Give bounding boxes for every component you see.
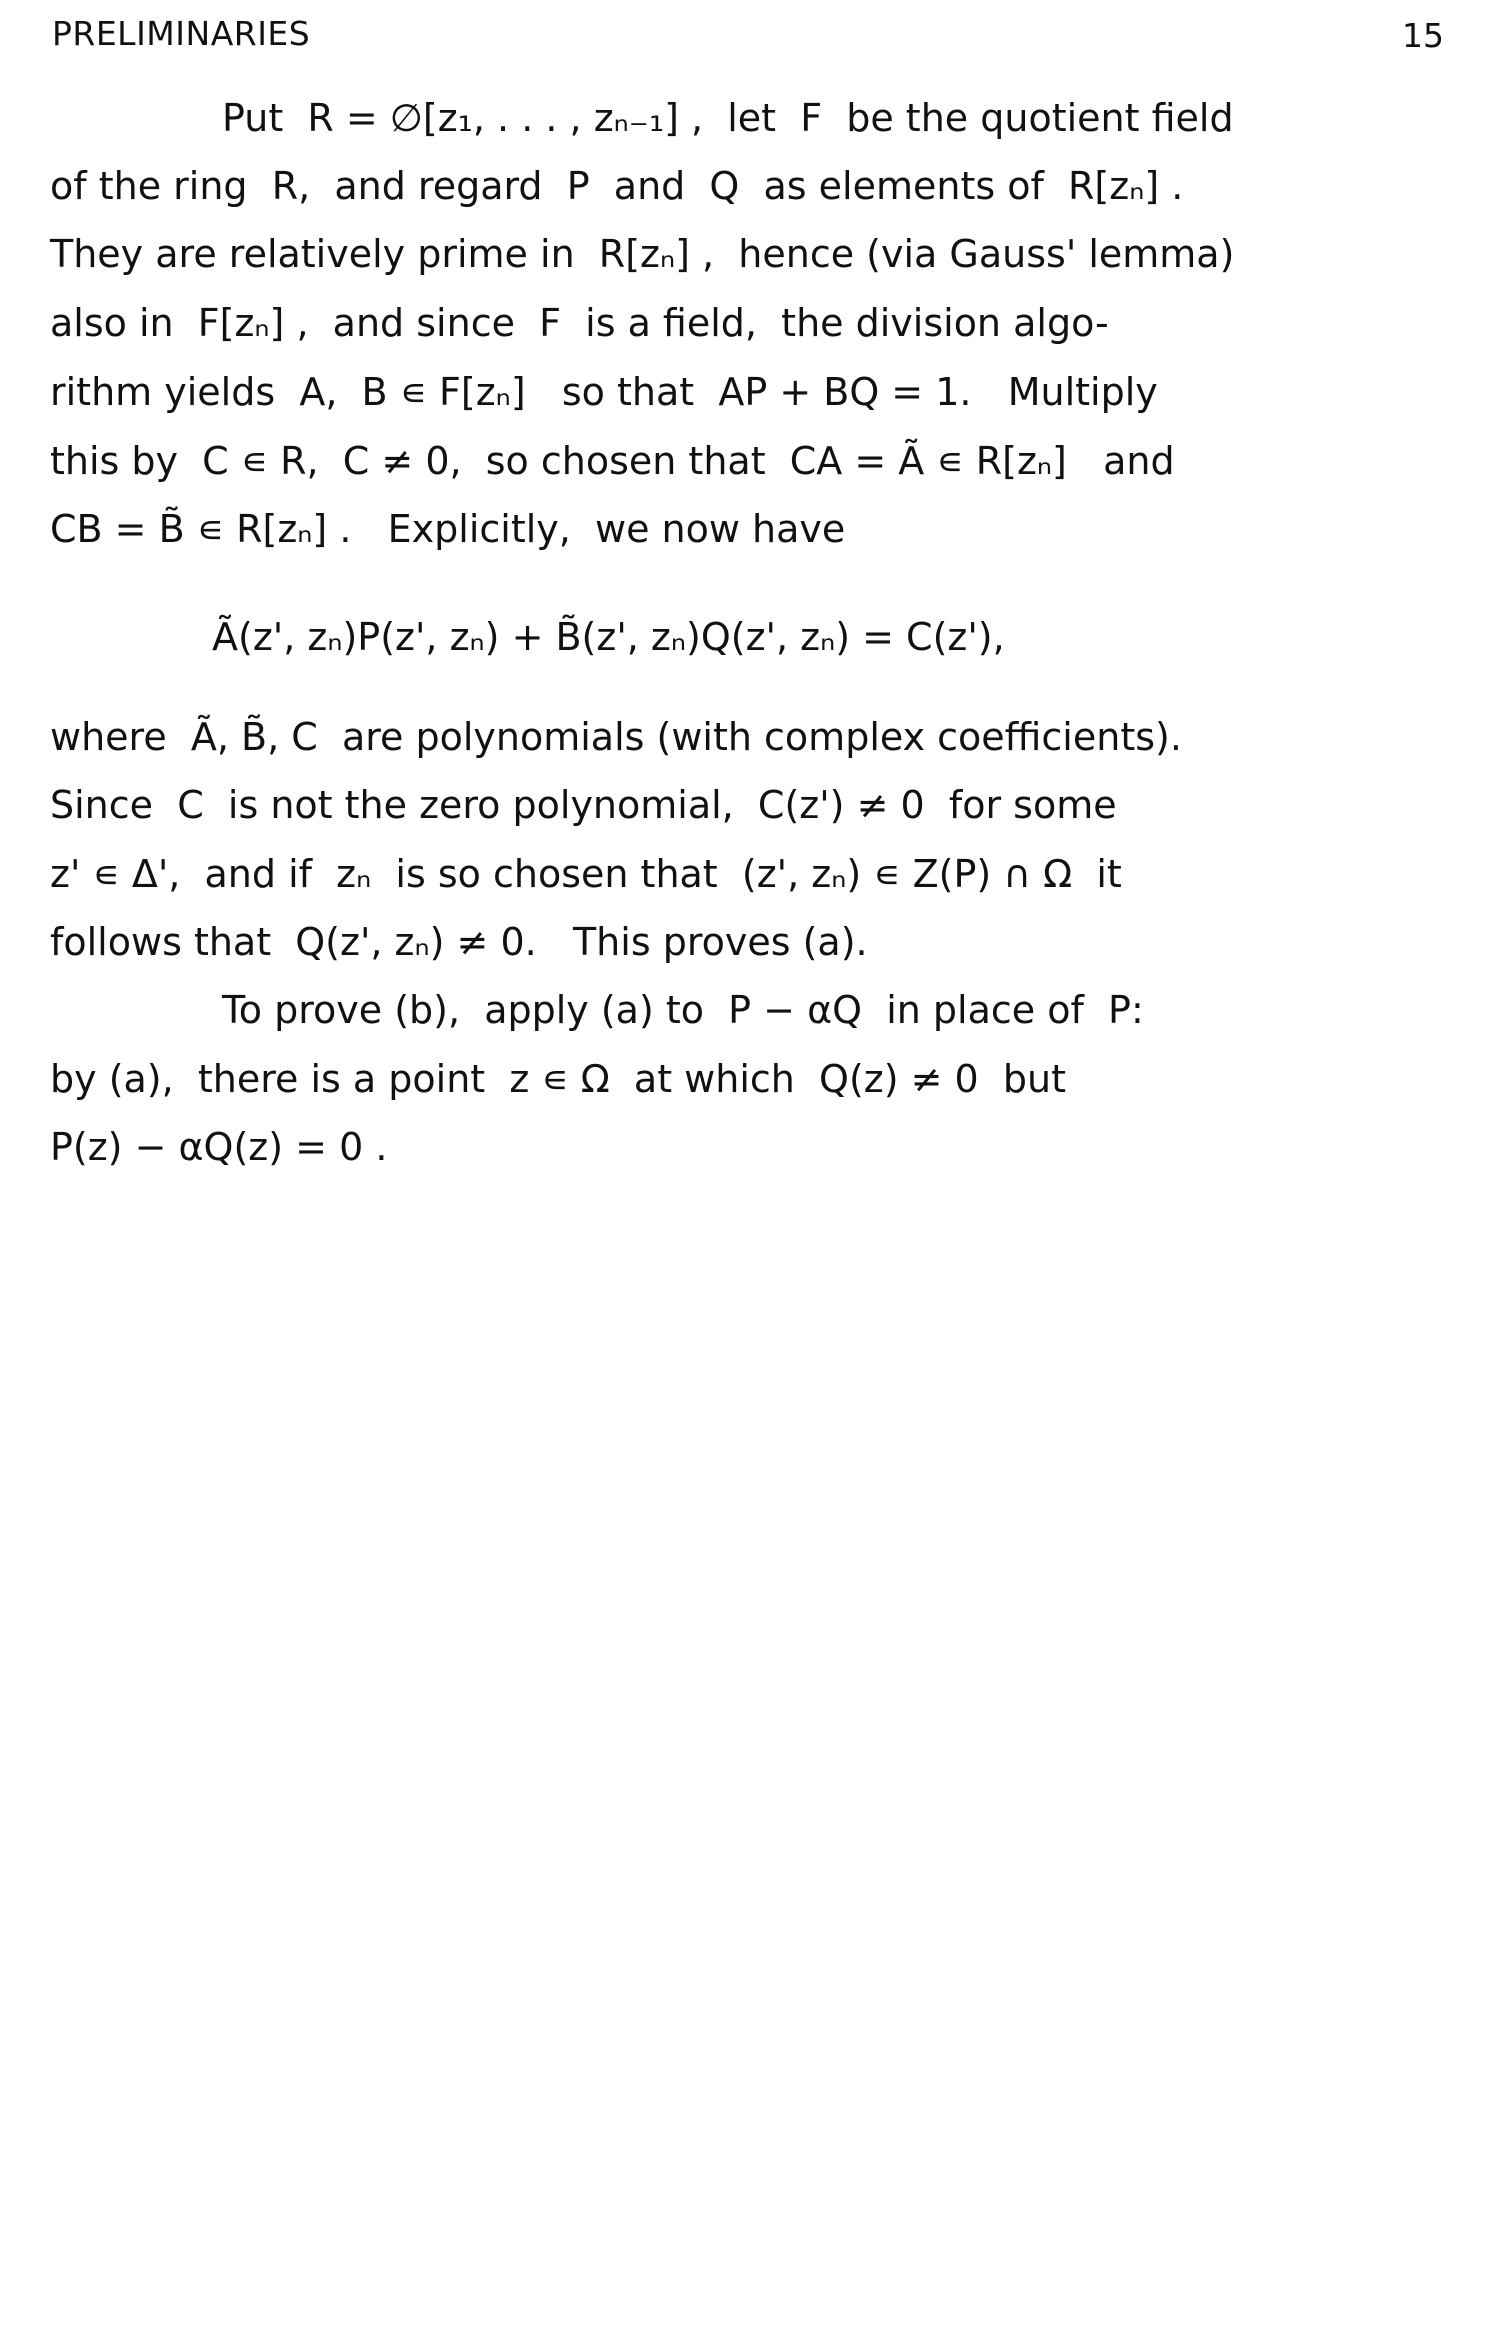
text-line: To prove (b), apply (a) to P − αQ in place of P: [222, 988, 1144, 1032]
text-line: z' ∊ Δ', and if zₙ is so chosen that (z', zₙ) ∊ Z(P) ∩ Ω it [50, 852, 1122, 896]
text-line: CB = B̃ ∊ R[zₙ] . Explicitly, we now have [50, 507, 846, 551]
text-line: follows that Q(z', zₙ) ≠ 0. This proves (a). [50, 920, 868, 964]
running-head: PRELIMINARIES [52, 14, 311, 53]
text-line: of the ring R, and regard P and Q as elements of R[zₙ] . [50, 164, 1184, 208]
page-header [52, 14, 1444, 58]
text-line: Put R = ∅[z₁, . . . , zₙ₋₁] , let F be the quotient field [222, 96, 1234, 140]
page-number: 15 [1402, 16, 1444, 55]
display-equation: Ã(z', zₙ)P(z', zₙ) + B̃(z', zₙ)Q(z', zₙ) = C(z'), [212, 615, 1005, 659]
text-line: Since C is not the zero polynomial, C(z') ≠ 0 for some [50, 783, 1117, 827]
text-line: by (a), there is a point z ∊ Ω at which Q(z) ≠ 0 but [50, 1057, 1066, 1101]
text-line: P(z) − αQ(z) = 0 . [50, 1125, 388, 1169]
text-line: They are relatively prime in R[zₙ] , hence (via Gauss' lemma) [50, 232, 1235, 276]
text-line: also in F[zₙ] , and since F is a field, the division algo- [50, 301, 1109, 345]
text-line: this by C ∊ R, C ≠ 0, so chosen that CA = Ã ∊ R[zₙ] and [50, 439, 1175, 483]
text-line: rithm yields A, B ∊ F[zₙ] so that AP + BQ = 1. Multiply [50, 370, 1158, 414]
text-line: where Ã, B̃, C are polynomials (with complex coefficients). [50, 715, 1182, 759]
